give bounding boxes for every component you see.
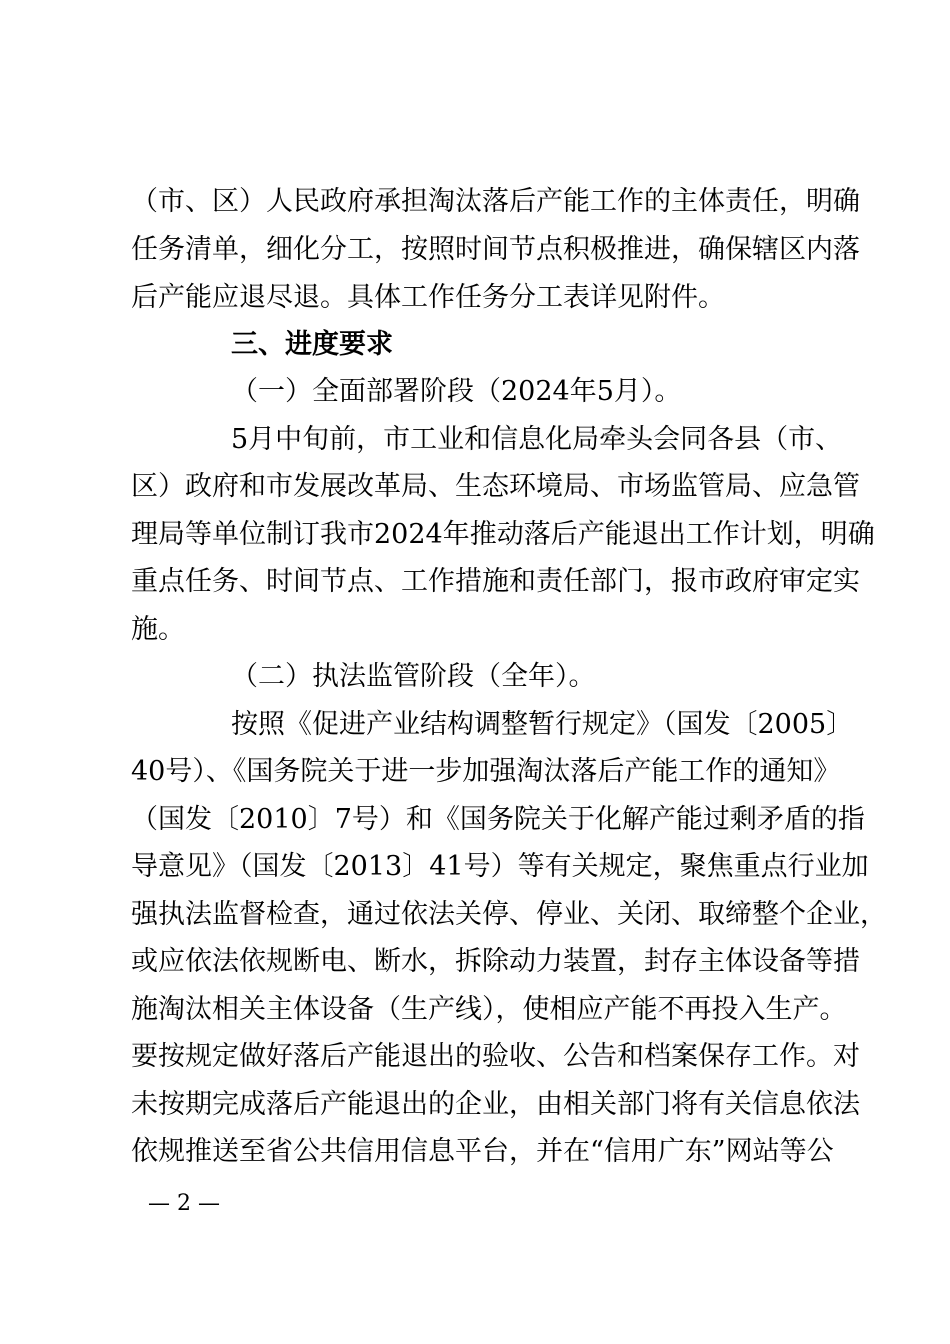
text-line: 要按规定做好落后产能退出的验收、公告和档案保存工作。对 bbox=[131, 1041, 860, 1072]
subsection-heading: （一）全面部署阶段（2024年5月）。 bbox=[231, 376, 682, 407]
text-line: 强执法监督检查，通过依法关停、停业、关闭、取缔整个企业， bbox=[131, 899, 887, 930]
text-line: 区）政府和市发展改革局、生态环境局、市场监管局、应急管 bbox=[131, 471, 860, 502]
text-line: （市、区）人民政府承担淘汰落后产能工作的主体责任，明确 bbox=[131, 186, 860, 217]
text-line: 未按期完成落后产能退出的企业，由相关部门将有关信息依法 bbox=[131, 1089, 860, 1120]
text-line: 施淘汰相关主体设备（生产线），使相应产能不再投入生产。 bbox=[131, 994, 847, 1025]
page-number: — 2 — bbox=[148, 1191, 220, 1216]
text-line: 按照《促进产业结构调整暂行规定》（国发〔2005〕 bbox=[231, 709, 854, 740]
text-line: 依规推送至省公共信用信息平台，并在“信用广东”网站等公 bbox=[131, 1136, 834, 1167]
text-line: 40号）、《国务院关于进一步加强淘汰落后产能工作的通知》 bbox=[131, 756, 841, 787]
text-line: 导意见》（国发〔2013〕41号）等有关规定，聚焦重点行业加 bbox=[131, 851, 869, 882]
text-line: 或应依法依规断电、断水，拆除动力装置，封存主体设备等措 bbox=[131, 946, 860, 977]
subsection-heading: （二）执法监管阶段（全年）。 bbox=[231, 661, 596, 692]
text-line: 重点任务、时间节点、工作措施和责任部门，报市政府审定实 bbox=[131, 566, 860, 597]
text-line: 后产能应退尽退。具体工作任务分工表详见附件。 bbox=[131, 282, 725, 313]
text-line: 理局等单位制订我市2024年推动落后产能退出工作计划，明确 bbox=[131, 519, 875, 550]
text-line: 5月中旬前，市工业和信息化局牵头会同各县（市、 bbox=[231, 424, 843, 455]
text-line: 施。 bbox=[131, 614, 185, 645]
text-line: 任务清单，细化分工，按照时间节点积极推进，确保辖区内落 bbox=[131, 234, 860, 265]
section-heading: 三、进度要求 bbox=[231, 329, 393, 360]
text-line: （国发〔2010〕7号）和《国务院关于化解产能过剩矛盾的指 bbox=[131, 804, 865, 835]
